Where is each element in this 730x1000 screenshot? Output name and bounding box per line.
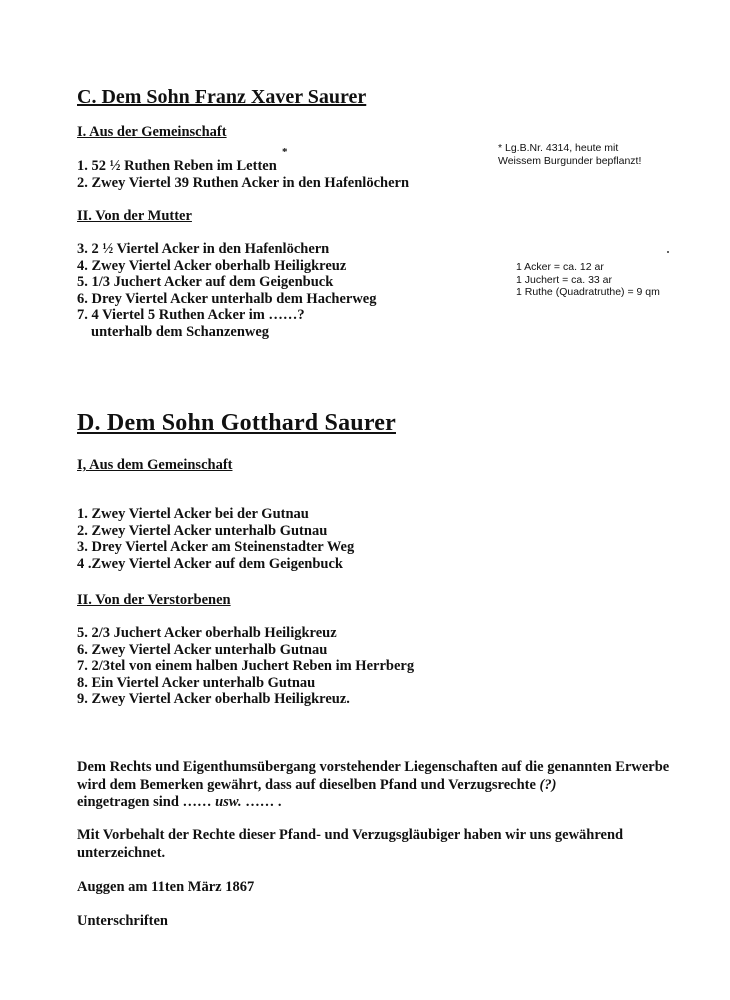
section-c-item-1 <box>77 158 277 175</box>
list-item: 7. 2/3tel von einem halben Juchert Reben im Herrberg <box>77 658 415 674</box>
footnote-line-1: * Lg.B.Nr. 4314, heute mit <box>498 142 619 154</box>
list-item: 4 .Zwey Viertel Acker auf dem Geigenbuck <box>77 555 343 572</box>
list-item: 5. 1/3 Juchert Acker auf dem Geigenbuck <box>77 274 334 290</box>
closing-line-3-end: …… . <box>245 794 282 810</box>
place-date: Auggen am 11ten März 1867 <box>77 879 255 895</box>
unit-acker: 1 Acker = ca. 12 ar <box>516 261 604 273</box>
section-c-part2-list <box>77 241 376 340</box>
closing-paragraph-1 <box>77 759 677 812</box>
signatures-label: Unterschriften <box>77 913 169 929</box>
footnote-marker: * <box>282 146 288 158</box>
usw-abbreviation: usw. <box>215 794 242 810</box>
uncertain-reading-mark: (?) <box>539 776 557 793</box>
list-item: 8. Ein Viertel Acker unterhalb Gutnau <box>77 674 316 691</box>
list-item: 7. 4 Viertel 5 Ruthen Acker im ……? <box>77 307 305 323</box>
footnote-line-2: Weissem Burgunder bepflanzt! <box>498 154 642 167</box>
closing-line-3-start: eingetragen sind …… <box>77 794 212 810</box>
section-c-part1-heading: I. Aus der Gemeinschaft <box>77 124 227 140</box>
list-item: 1. Zwey Viertel Acker bei der Gutnau <box>77 506 309 522</box>
section-d-part2-list <box>77 625 414 708</box>
list-item: 3. 2 ½ Viertel Acker in den Hafenlöchern <box>77 241 330 257</box>
list-item: 5. 2/3 Juchert Acker oberhalb Heiligkreuz <box>77 625 337 641</box>
list-item: 4. Zwey Viertel Acker oberhalb Heiligkreuz <box>77 257 347 274</box>
unit-conversions <box>516 261 660 299</box>
list-item-continuation: unterhalb dem Schanzenweg <box>91 323 270 340</box>
list-item: 9. Zwey Viertel Acker oberhalb Heiligkreuz. <box>77 691 350 707</box>
section-d-part1-heading: I, Aus dem Gemeinschaft <box>77 457 233 473</box>
section-c-part2-heading: II. Von der Mutter <box>77 208 192 224</box>
section-d-part2-heading: II. Von der Verstorbenen <box>77 592 231 608</box>
section-d-title: D. Dem Sohn Gotthard Saurer <box>77 410 396 436</box>
section-c-title: C. Dem Sohn Franz Xaver Saurer <box>77 86 367 108</box>
footnote <box>498 142 641 167</box>
stray-dot <box>667 251 669 253</box>
list-item: 6. Drey Viertel Acker unterhalb dem Hacherweg <box>77 290 377 307</box>
closing-paragraph-1-text: Dem Rechts und Eigenthumsübergang vorstehender Liegenschaften auf die genannten Erwerbe wird dem Bemerken gewährt, dass auf dieselben Pfand und Verzugsrechte <box>77 759 670 793</box>
section-d-part1-list <box>77 506 354 572</box>
unit-juchert: 1 Juchert = ca. 33 ar <box>516 273 613 286</box>
unit-ruthe: 1 Ruthe (Quadratruthe) = 9 qm <box>516 286 660 298</box>
list-item: 6. Zwey Viertel Acker unterhalb Gutnau <box>77 641 328 658</box>
section-c-item-1-text: 1. 52 ½ Ruthen Reben im Letten <box>77 158 277 174</box>
list-item: 3. Drey Viertel Acker am Steinenstadter Weg <box>77 539 355 555</box>
section-c-item-2: 2. Zwey Viertel 39 Ruthen Acker in den Hafenlöchern <box>77 175 410 191</box>
list-item: 2. Zwey Viertel Acker unterhalb Gutnau <box>77 522 328 539</box>
closing-paragraph-2: Mit Vorbehalt der Rechte dieser Pfand- und Verzugsgläubiger haben wir uns gewährend unterzeichnet. <box>77 827 624 861</box>
